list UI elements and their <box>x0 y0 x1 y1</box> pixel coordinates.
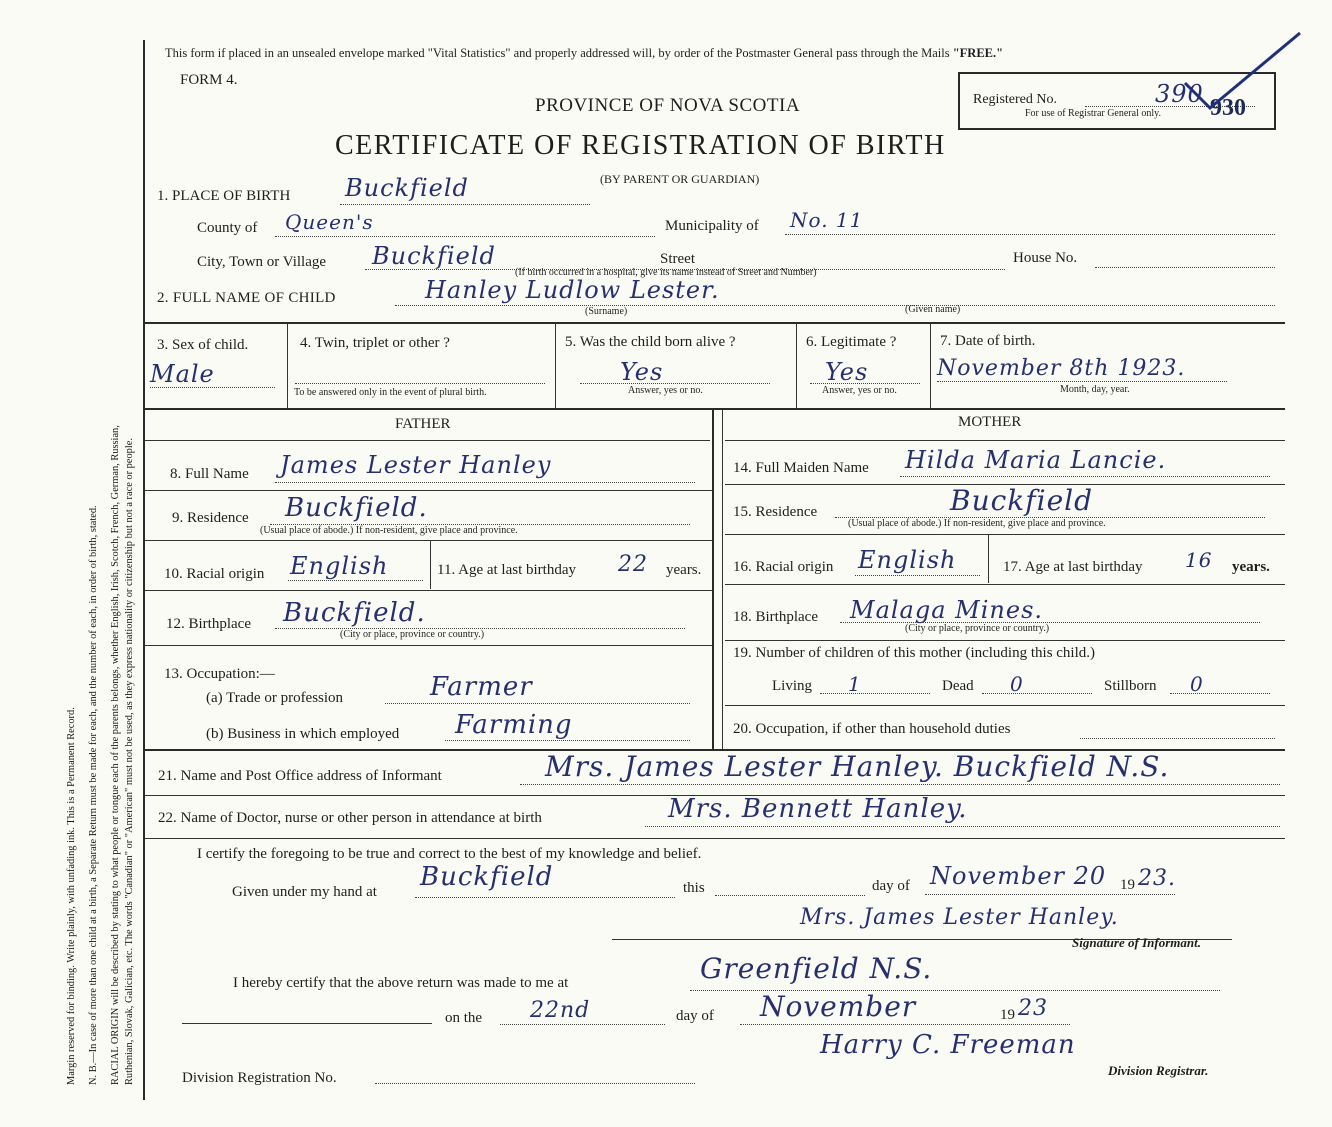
twin-label: 4. Twin, triplet or other ? <box>300 335 450 351</box>
father-race-label: 10. Racial origin <box>164 566 265 582</box>
father-business-value: Farming <box>455 710 573 740</box>
county-value: Queen's <box>285 210 374 234</box>
father-age-value: 22 <box>618 552 648 577</box>
father-residence-label: 9. Residence <box>172 510 249 526</box>
alive-label: 5. Was the child born alive ? <box>565 334 736 350</box>
margin-note-binding: Margin reserved for binding. Write plainly, with unfading ink. This is a Permanent Record. <box>66 707 77 1085</box>
father-residence-value: Buckfield. <box>285 493 428 523</box>
dob-note: Month, day, year. <box>1060 384 1130 395</box>
living-label: Living <box>772 678 812 694</box>
registered-value: 390 <box>1155 80 1204 108</box>
legitimate-label: 6. Legitimate ? <box>806 334 897 350</box>
dead-value: 0 <box>1010 672 1024 696</box>
province-heading: PROVINCE OF NOVA SCOTIA <box>535 95 801 116</box>
father-trade-label: (a) Trade or profession <box>206 690 344 706</box>
informant-label: 21. Name and Post Office address of Informant <box>158 768 442 784</box>
municipality-label: Municipality of <box>665 218 759 234</box>
county-label: County of <box>197 220 258 236</box>
twin-note: To be answered only in the event of plural birth. <box>294 387 487 398</box>
father-age-unit: years. <box>666 562 702 578</box>
city-value: Buckfield <box>372 242 496 270</box>
margin-note-racial-origin-2: Ruthenian, Slovak, Galician, etc. The words "Canadian" or "American" must not be used, as they express nationality or citizenship but not a race or people. <box>124 438 135 1085</box>
mother-age-unit: years. <box>1232 559 1270 575</box>
doctor-value: Mrs. Bennett Hanley. <box>668 794 968 824</box>
registrar-year-prefix: 19 <box>1000 1007 1015 1023</box>
certificate-title: CERTIFICATE OF REGISTRATION OF BIRTH <box>335 130 946 161</box>
given-year: 23. <box>1138 866 1176 891</box>
mother-heading: MOTHER <box>958 414 1022 430</box>
certificate-subtitle: (BY PARENT OR GUARDIAN) <box>600 172 760 186</box>
house-label: House No. <box>1013 250 1078 266</box>
legitimate-note: Answer, yes or no. <box>822 385 897 396</box>
father-name-value: James Lester Hanley <box>280 451 552 479</box>
hospital-note: (If birth occurred in a hospital, give its name instead of Street and Number) <box>515 267 817 278</box>
stillborn-value: 0 <box>1190 672 1204 696</box>
mother-residence-label: 15. Residence <box>733 504 818 520</box>
legitimate-value: Yes <box>825 358 869 386</box>
sex-label: 3. Sex of child. <box>157 337 249 353</box>
father-age-label: 11. Age at last birthday <box>437 562 576 578</box>
given-name-note: (Given name) <box>905 304 961 315</box>
mother-race-value: English <box>858 546 957 574</box>
mother-children-label: 19. Number of children of this mother (including this child.) <box>733 645 1096 661</box>
mother-residence-value: Buckfield <box>950 484 1094 517</box>
mother-birthplace-note: (City or place, province or country.) <box>905 623 1050 634</box>
registrar-stamp: 930 <box>1210 95 1246 121</box>
mother-age-value: 16 <box>1185 548 1213 572</box>
father-race-value: English <box>290 552 389 580</box>
division-registration-label: Division Registration No. <box>182 1070 337 1086</box>
child-name-value: Hanley Ludlow Lester. <box>425 276 720 304</box>
mother-name-label: 14. Full Maiden Name <box>733 460 869 476</box>
given-label: Given under my hand at <box>232 884 377 900</box>
margin-note-multiple-births: N. B.—In case of more than one child at a birth, a Separate Return must be made for each, and the number of each, in order of birth, stated. <box>88 505 99 1085</box>
registered-label: Registered No. <box>973 92 1057 107</box>
informant-signature-label: Signature of Informant. <box>1072 935 1201 950</box>
registrar-place: Greenfield N.S. <box>700 952 933 985</box>
given-date: November 20 <box>930 862 1107 890</box>
margin-note-racial-origin-1: RACIAL ORIGIN will be described by stating to what people or tongue each of the parents belongs, whether English, Irish, Scotch, French, German, Russian, <box>110 425 121 1085</box>
street-label: Street <box>660 251 695 267</box>
father-business-label: (b) Business in which employed <box>206 726 400 742</box>
mother-birthplace-value: Malaga Mines. <box>850 596 1044 624</box>
father-trade-value: Farmer <box>430 672 533 702</box>
place-of-birth-label: 1. PLACE OF BIRTH <box>157 188 291 204</box>
given-year-prefix: 19 <box>1120 877 1135 893</box>
registrar-day-of: day of <box>676 1008 714 1024</box>
mother-age-label: 17. Age at last birthday <box>1003 559 1143 575</box>
father-heading: FATHER <box>395 416 451 432</box>
registrar-day: 22nd <box>530 998 591 1023</box>
registrar-year: 23 <box>1018 996 1048 1021</box>
father-birthplace-value: Buckfield. <box>283 598 426 628</box>
registrar-month: November <box>760 990 917 1023</box>
alive-note: Answer, yes or no. <box>628 385 703 396</box>
sex-value: Male <box>150 360 215 388</box>
dead-label: Dead <box>942 678 974 694</box>
mother-occupation-label: 20. Occupation, if other than household duties <box>733 721 1011 737</box>
registrar-on-the: on the <box>445 1010 483 1026</box>
living-value: 1 <box>848 672 862 696</box>
postal-note: This form if placed in an unsealed envelope marked "Vital Statistics" and properly addressed will, by order of the Postmaster General pass through the Mails "FREE." <box>165 46 1004 60</box>
this-label: this <box>683 880 705 896</box>
dob-value: November 8th 1923. <box>937 356 1186 381</box>
alive-value: Yes <box>620 358 664 386</box>
informant-signature: Mrs. James Lester Hanley. <box>800 905 1119 930</box>
father-birthplace-note: (City or place, province or country.) <box>340 629 485 640</box>
informant-value: Mrs. James Lester Hanley. Buckfield N.S. <box>545 750 1170 783</box>
father-occupation-label: 13. Occupation:— <box>164 666 275 682</box>
mother-birthplace-label: 18. Birthplace <box>733 609 818 625</box>
father-residence-note: (Usual place of abode.) If non-resident, give place and province. <box>260 525 518 536</box>
surname-note: (Surname) <box>585 306 628 317</box>
registrar-signature: Harry C. Freeman <box>820 1030 1076 1060</box>
certify-statement: I certify the foregoing to be true and correct to the best of my knowledge and belief. <box>197 846 702 862</box>
city-label: City, Town or Village <box>197 254 327 270</box>
municipality-value: No. 11 <box>790 208 864 232</box>
doctor-label: 22. Name of Doctor, nurse or other person in attendance at birth <box>158 810 542 826</box>
father-name-label: 8. Full Name <box>170 466 249 482</box>
registrar-signature-label: Division Registrar. <box>1108 1063 1209 1078</box>
registrar-statement: I hereby certify that the above return was made to me at <box>233 975 569 991</box>
registrar-note: For use of Registrar General only. <box>1025 108 1161 119</box>
given-place: Buckfield <box>420 862 554 892</box>
day-of-label: day of <box>872 878 910 894</box>
mother-race-label: 16. Racial origin <box>733 559 834 575</box>
stillborn-label: Stillborn <box>1104 678 1157 694</box>
father-birthplace-label: 12. Birthplace <box>166 616 251 632</box>
place-of-birth-value: Buckfield <box>345 174 469 202</box>
check-mark-icon <box>1180 28 1310 118</box>
mother-residence-note: (Usual place of abode.) If non-resident, give place and province. <box>848 518 1106 529</box>
binding-margin-line <box>143 40 145 1100</box>
dob-label: 7. Date of birth. <box>940 333 1036 349</box>
form-number: FORM 4. <box>180 72 238 88</box>
mother-name-value: Hilda Maria Lancie. <box>905 446 1167 474</box>
child-name-label: 2. FULL NAME OF CHILD <box>157 290 336 306</box>
